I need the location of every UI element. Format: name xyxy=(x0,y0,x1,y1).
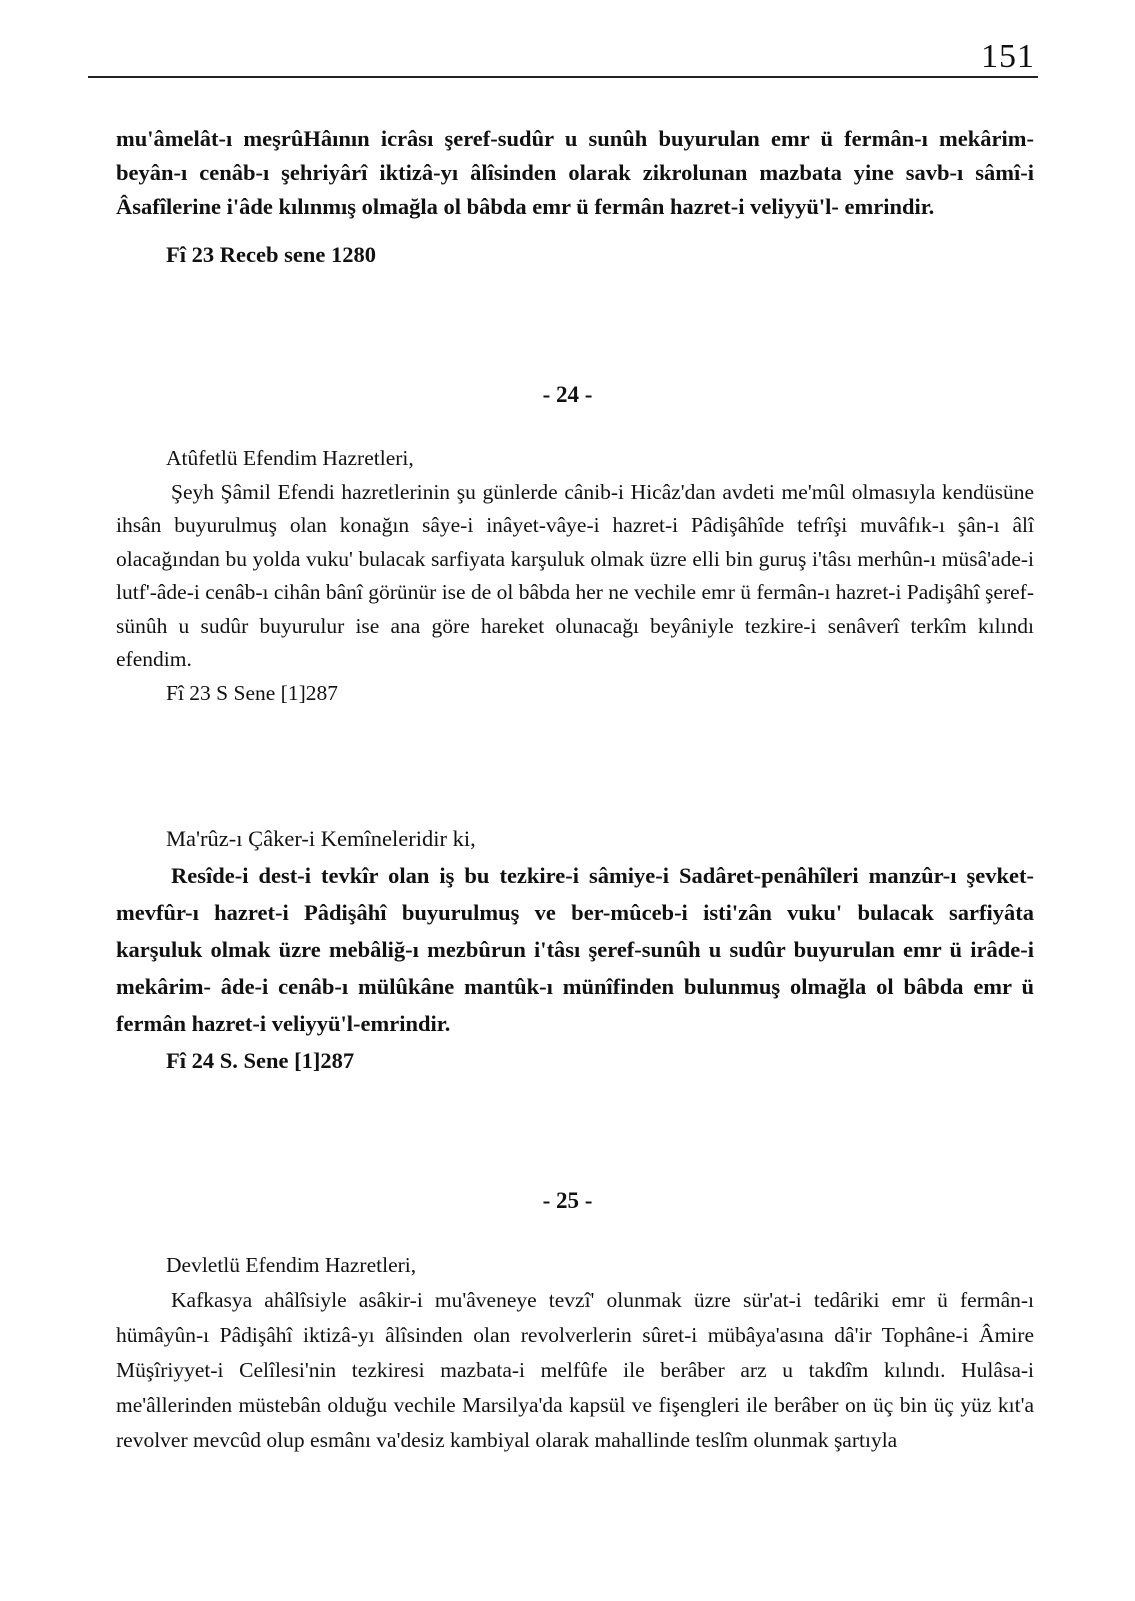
doc25-salutation: Devletlü Efendim Hazretleri, xyxy=(166,1253,417,1277)
doc25-letter xyxy=(116,1248,1034,1458)
doc24-salutation: Atûfetlü Efendim Hazretleri, xyxy=(166,446,414,470)
doc24-letter xyxy=(116,442,1034,710)
top-section xyxy=(116,122,1034,272)
doc24-reply-intro: Ma'rûz-ı Çâker-i Kemîneleridir ki, xyxy=(166,826,476,851)
doc24-date: Fî 23 S Sene [1]287 xyxy=(166,680,338,705)
top-body: mu'âmelât-ı meşrûHâının icrâsı şeref-sudûr u sunûh buyurulan emr ü fermân-ı mekârim-beyân-ı cenâb-ı şehriyârî iktizâ-yı âlîsinden olarak zikrolunan mazbata yine savb-ı sâmî-i Âsafîlerine i'âde kılınmış olmağla ol bâbda emr ü fermân hazret-i veliyyü'l- emrindir. xyxy=(116,126,1034,219)
top-date: Fî 23 Receb sene 1280 xyxy=(166,242,376,267)
doc25-number: - 25 - xyxy=(542,1188,593,1213)
doc24-reply-date: Fî 24 S. Sene [1]287 xyxy=(166,1048,355,1073)
doc24-body: Şeyh Şâmil Efendi hazretlerinin şu günlerde cânib-i Hicâz'dan avdeti me'mûl olmasıyla kendüsüne ihsân buyurulmuş olan konağın sâye-i inâyet-vâye-i hazret-i Pâdişâhîde tefrîşi muvâfık-ı şân-ı âlî olacağından bu yolda vuku' bulacak sarfiyata karşuluk olmak üzre elli bin guruş i'tâsı merhûn-ı müsâ'ade-i lutf'-âde-i cenâb-ı cihân bânî görünür ise de ol bâbda her ne vechile emr ü fermân-ı hazret-i Padişâhî şeref-sünûh u sudûr buyurulur ise ana göre hareket olunacağı beyâniyle tezkire-i senâverî terkîm kılındı efendim. xyxy=(116,479,1034,671)
doc24-reply-body: Resîde-i dest-i tevkîr olan iş bu tezkire-i sâmiye-i Sadâret-penâhîleri manzûr-ı şevket-mevfûr-ı hazret-i Pâdişâhî buyurulmuş ve ber-mûceb-i isti'zân vuku' bulacak sarfiyâta karşuluk olmak üzre mebâliğ-ı mezbûrun i'tâsı şeref-sunûh u sudûr buyurulan emr ü irâde-i mekârim- âde-i cenâb-ı mülûkâne mantûk-ı münîfinden bulunmuş olmağla ol bâbda emr ü fermân hazret-i veliyyü'l-emrindir. xyxy=(116,863,1034,1036)
doc25-body: Kafkasya ahâlîsiyle asâkir-i mu'âveneye tevzî' olunmak üzre sür'at-i tedâriki emr ü fermân-ı hümâyûn-ı Pâdişâhî iktizâ-yı âlîsinden olan revolverlerin sûret-i mübâya'asına dâ'ir Tophâne-i Âmire Müşîriyyet-i Celîlesi'nin tezkiresi mazbata-i melfûfe ile berâber arz u takdîm kılındı. Hulâsa-i me'âllerinden müstebân olduğu vechile Marsilya'da kapsül ve fişengleri ile berâber on üç bin üç yüz kıt'a revolver mevcûd olup esmânı va'desiz kambiyal olarak mahallinde teslîm olunmak şartıyla xyxy=(116,1288,1034,1452)
header-rule xyxy=(88,76,1038,78)
doc24-number: - 24 - xyxy=(542,382,593,407)
doc24-reply xyxy=(116,820,1034,1079)
page-number: 151 xyxy=(981,38,1035,75)
